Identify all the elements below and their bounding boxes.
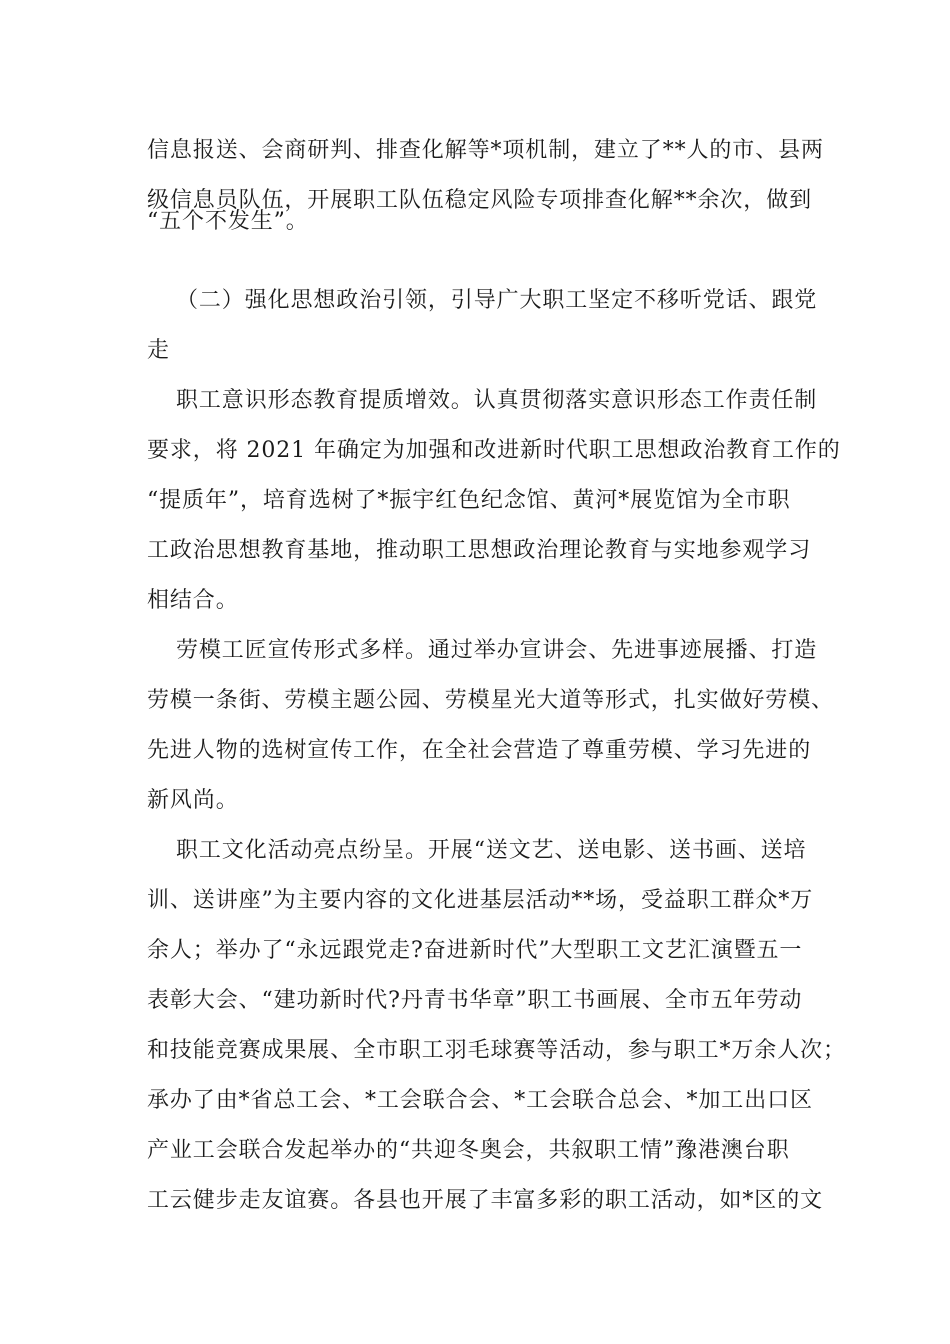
text-line: 训、送讲座”为主要内容的文化进基层活动**场，受益职工群众*万 [147, 888, 814, 913]
text-line: 新风尚。 [147, 788, 239, 813]
text-line: 劳模一条街、劳模主题公园、劳模星光大道等形式，扎实做好劳模、 [147, 688, 835, 713]
text-line: “五个不发生”。 [147, 209, 309, 234]
text-line: 承办了由*省总工会、*工会联合会、*工会联合总会、*加工出口区 [147, 1088, 813, 1113]
text-line: “提质年”，培育选树了*振宇红色纪念馆、黄河*展览馆为全市职 [147, 488, 791, 513]
section-heading-continuation: 走 [147, 338, 170, 363]
text-line: 工政治思想教育基地，推动职工思想政治理论教育与实地参观学习 [147, 538, 812, 563]
text-line: 要求，将 2021 年确定为加强和改进新时代职工思想政治教育工作的 [147, 438, 841, 463]
text-line: 信息报送、会商研判、排查化解等*项机制，建立了**人的市、县两 [147, 138, 824, 163]
paragraph-lead-line: 职工意识形态教育提质增效。认真贯彻落实意识形态工作责任制 [176, 388, 818, 413]
text-line: 和技能竞赛成果展、全市职工羽毛球赛等活动，参与职工*万余人次； [147, 1038, 846, 1063]
paragraph-lead-line: 劳模工匠宣传形式多样。通过举办宣讲会、先进事迹展播、打造 [176, 638, 818, 663]
paragraph-lead-line: 职工文化活动亮点纷呈。开展“送文艺、送电影、送书画、送培 [176, 838, 807, 863]
text-line: 产业工会联合发起举办的“共迎冬奥会，共叙职工情”豫港澳台职 [147, 1138, 790, 1163]
section-heading: （二）强化思想政治引领，引导广大职工坚定不移听党话、跟党 [176, 288, 818, 313]
text-line: 相结合。 [147, 588, 239, 613]
text-line: 表彰大会、“建功新时代?丹青书华章”职工书画展、全市五年劳动 [147, 988, 803, 1013]
text-line: 先进人物的选树宣传工作，在全社会营造了尊重劳模、学习先进的 [147, 738, 812, 763]
text-line: 工云健步走友谊赛。各县也开展了丰富多彩的职工活动，如*区的文 [147, 1188, 824, 1213]
text-line: 级信息员队伍，开展职工队伍稳定风险专项排查化解**余次，做到 [147, 188, 813, 213]
text-line: 余人；举办了“永远跟党走?奋进新时代”大型职工文艺汇演暨五一 [147, 938, 803, 963]
